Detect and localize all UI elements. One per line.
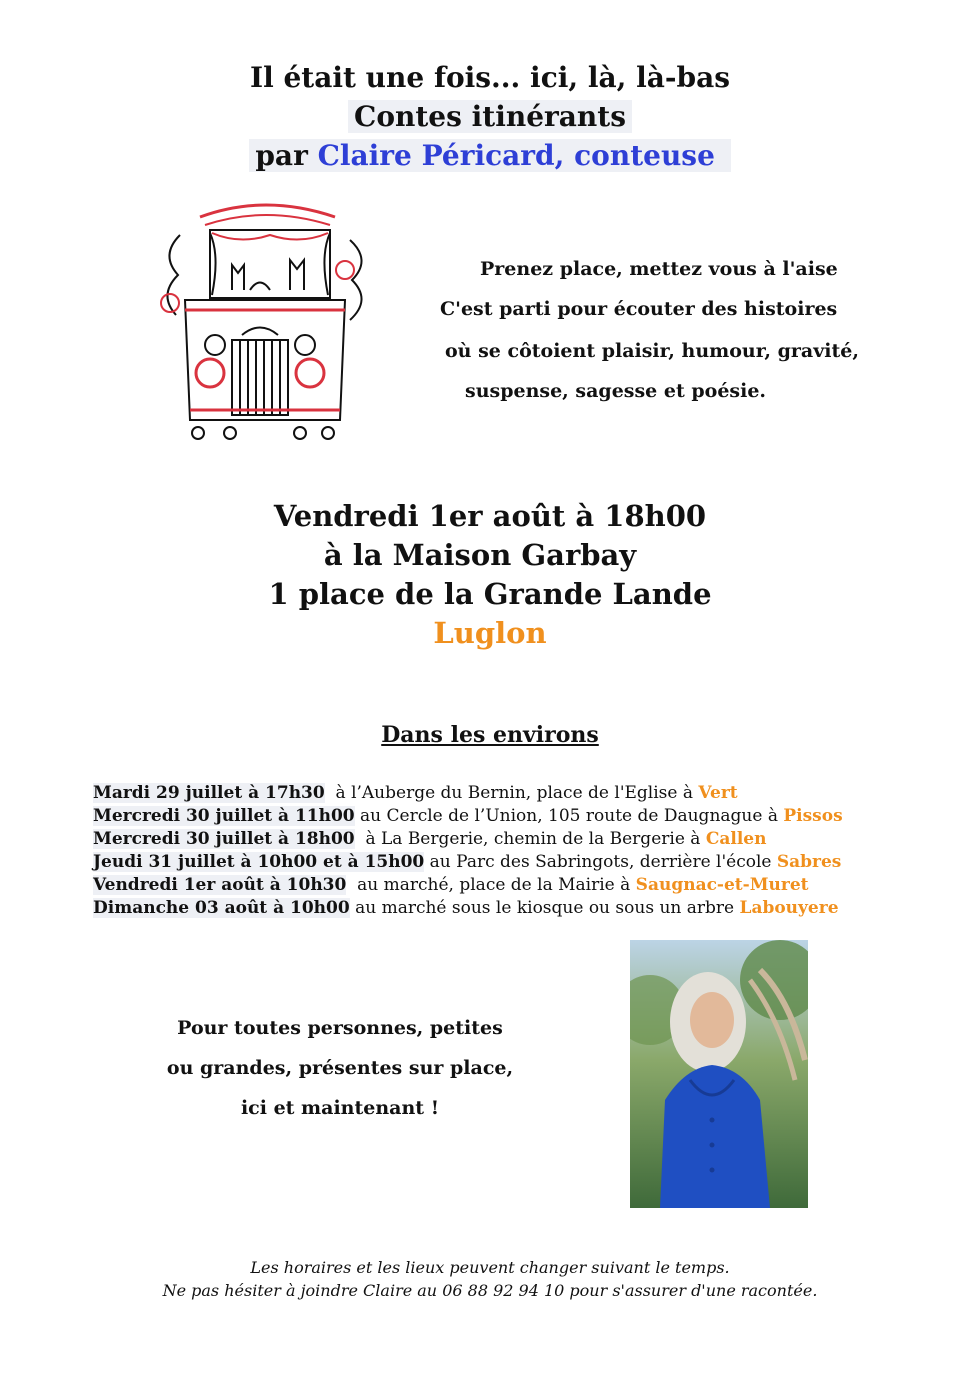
schedule-where: au marché sous le kiosque ou sous un arbre xyxy=(349,898,740,918)
schedule-town: Pissos xyxy=(783,806,843,826)
event-address: 1 place de la Grande Lande xyxy=(268,577,712,611)
schedule-when: Mercredi 30 juillet à 11h00 xyxy=(93,806,355,826)
schedule-list xyxy=(93,782,843,920)
schedule-town: Vert xyxy=(698,783,738,803)
schedule-row xyxy=(93,828,843,851)
event-date: Vendredi 1er août à 18h00 xyxy=(273,499,707,533)
schedule-row xyxy=(93,805,843,828)
schedule-when: Mercredi 30 juillet à 18h00 xyxy=(93,829,355,849)
schedule-row xyxy=(93,782,843,805)
schedule-row xyxy=(93,874,843,897)
schedule-when: Vendredi 1er août à 10h30 xyxy=(93,875,347,895)
schedule-where: au marché, place de la Mairie à xyxy=(346,875,636,895)
schedule-where: au Cercle de l’Union, 105 route de Daugnague à xyxy=(354,806,784,826)
schedule-town: Labouyere xyxy=(739,898,839,918)
intro-line-4: suspense, sagesse et poésie. xyxy=(465,380,767,402)
schedule-where: à l’Auberge du Bernin, place de l'Eglise à xyxy=(324,783,699,803)
environs-title: Dans les environs xyxy=(381,722,599,748)
intro-line-1: Prenez place, mettez vous à l'aise xyxy=(480,258,838,280)
audience-line-1: Pour toutes personnes, petites xyxy=(177,1017,503,1039)
schedule-row xyxy=(93,897,843,920)
schedule-when: Mardi 29 juillet à 17h30 xyxy=(93,783,325,803)
schedule-when: Jeudi 31 juillet à 10h00 et à 15h00 xyxy=(93,852,425,872)
title-line-2 xyxy=(0,97,980,136)
author-name: Claire Péricard, conteuse xyxy=(317,139,715,172)
subtitle: Contes itinérants xyxy=(348,100,632,133)
schedule-where: à La Bergerie, chemin de la Bergerie à xyxy=(354,829,706,849)
intro-line-2: C'est parti pour écouter des histoires xyxy=(440,298,838,320)
audience-line-3: ici et maintenant ! xyxy=(240,1097,440,1119)
author-prefix: par xyxy=(255,139,318,172)
footer-note-2: Ne pas hésiter à joindre Claire au 06 88 92 94 10 pour s'assurer d'une racontée. xyxy=(162,1281,818,1300)
footer-note-1: Les horaires et les lieux peuvent changer suivant le temps. xyxy=(250,1258,730,1277)
title-line-1: Il était une fois... ici, là, là-bas xyxy=(249,61,731,94)
schedule-where: au Parc des Sabringots, derrière l'école xyxy=(424,852,777,872)
audience-text xyxy=(140,1008,540,1128)
intro-line-3: où se côtoient plaisir, humour, gravité, xyxy=(445,340,859,362)
schedule-town: Saugnac-et-Muret xyxy=(635,875,809,895)
schedule-row xyxy=(93,851,843,874)
theatre-cart-illustration xyxy=(150,195,380,450)
title-line-3 xyxy=(0,136,980,175)
event-town: Luglon xyxy=(433,616,547,650)
audience-line-2: ou grandes, présentes sur place, xyxy=(166,1057,514,1079)
author-line xyxy=(249,139,730,172)
schedule-when: Dimanche 03 août à 10h00 xyxy=(93,898,350,918)
storyteller-photo xyxy=(630,940,808,1208)
schedule-town: Sabres xyxy=(776,852,842,872)
schedule-town: Callen xyxy=(705,829,767,849)
event-venue: à la Maison Garbay xyxy=(323,538,637,572)
